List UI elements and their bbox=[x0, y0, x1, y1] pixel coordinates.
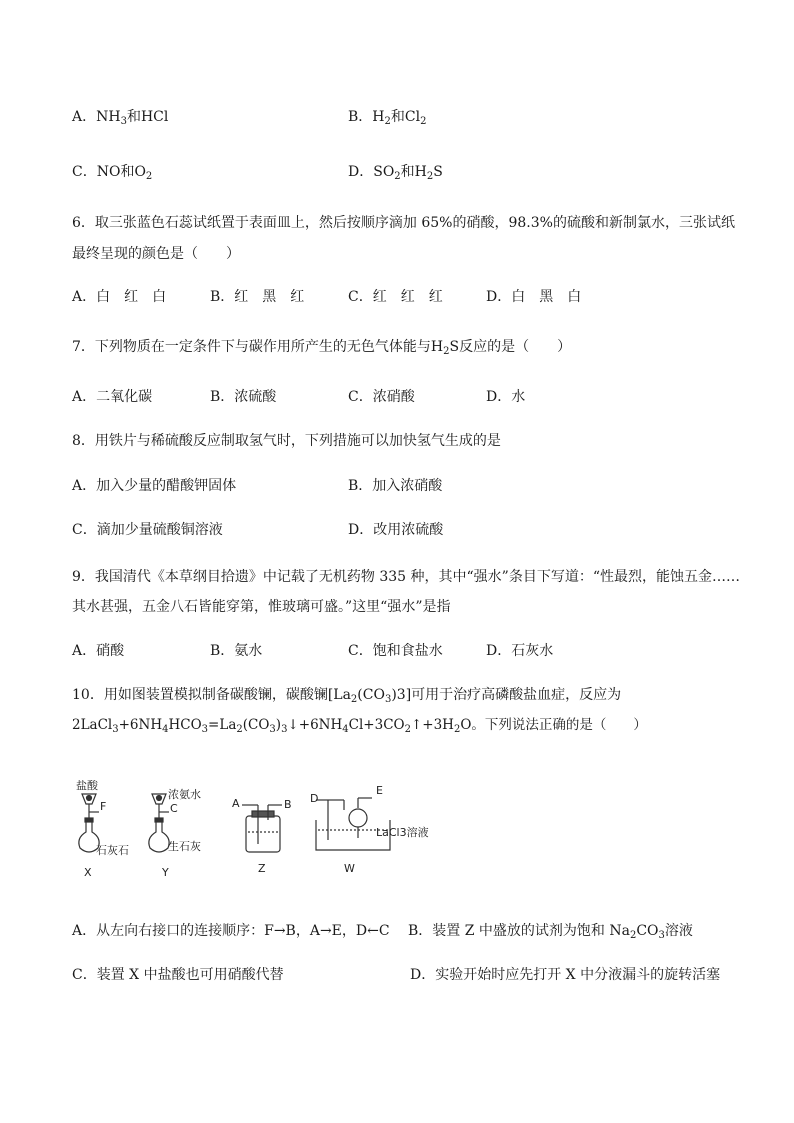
x-name-label: X bbox=[84, 866, 92, 879]
q9-stem-line1: 9．我国清代《本草纲目拾遗》中记载了无机药物 335 种，其中“强水”条目下写道：“性最烈，能蚀五金…… bbox=[72, 569, 740, 585]
w-name-label: W bbox=[344, 862, 355, 875]
apparatus-w bbox=[316, 798, 390, 850]
w-solution-label: LaCl3溶液 bbox=[376, 826, 429, 839]
q10-option-a: A．从左向右接口的连接顺序：F→B，A→E，D←C bbox=[72, 923, 390, 939]
w-d-label: D bbox=[310, 792, 319, 805]
y-port-label: C bbox=[170, 802, 178, 815]
q10-option-d: D．实验开始时应先打开 X 中分液漏斗的旋转活塞 bbox=[410, 967, 721, 983]
q8-stem: 8．用铁片与稀硫酸反应制取氢气时，下列措施可以加快氢气生成的是 bbox=[72, 433, 501, 449]
apparatus-y bbox=[149, 794, 169, 852]
x-port-label: F bbox=[100, 800, 107, 813]
q7-option-c: C．浓硝酸 bbox=[348, 389, 415, 405]
q7-option-d: D．水 bbox=[486, 389, 526, 405]
x-bottom-label: 石灰石 bbox=[96, 844, 129, 857]
q9-option-a: A．硝酸 bbox=[72, 643, 125, 659]
apparatus-diagram bbox=[72, 780, 452, 880]
q6-option-d: D．白 黑 白 bbox=[486, 289, 582, 305]
q10-stem-line1: 10．用如图装置模拟制备碳酸镧，碳酸镧$[La_2(CO_3)3]$可用于治疗高磷酸盐血症，反应为 bbox=[72, 687, 622, 705]
q6-option-b: B．红 黑 红 bbox=[210, 289, 305, 305]
q6-option-a: A．白 红 白 bbox=[72, 289, 167, 305]
y-bottom-label: 生石灰 bbox=[168, 840, 201, 853]
q8-option-d: D．改用浓硫酸 bbox=[348, 522, 444, 538]
q10-option-c: C．装置 X 中盐酸也可用硝酸代替 bbox=[72, 967, 284, 983]
q7-option-b: B．浓硫酸 bbox=[210, 389, 277, 405]
q6-stem-line2: 最终呈现的颜色是（ ） bbox=[72, 246, 240, 262]
q6-option-c: C．红 红 红 bbox=[348, 289, 443, 305]
apparatus-figure bbox=[72, 780, 452, 880]
z-b-label: B bbox=[284, 798, 292, 811]
q5-option-d: D．$SO_2$和$H_2S$ bbox=[348, 164, 443, 182]
z-a-label: A bbox=[232, 797, 240, 810]
q9-option-d: D．石灰水 bbox=[486, 643, 554, 659]
q8-option-a: A．加入少量的醋酸钾固体 bbox=[72, 478, 237, 494]
x-top-label: 盐酸 bbox=[76, 780, 98, 792]
z-name-label: Z bbox=[258, 862, 266, 875]
q8-option-b: B．加入浓硝酸 bbox=[348, 478, 443, 494]
q9-stem-line2: 其水甚强，五金八石皆能穿第，惟玻璃可盛。”这里“强水”是指 bbox=[72, 599, 451, 615]
q6-stem-line1: 6．取三张蓝色石蕊试纸置于表面皿上，然后按顺序滴加 65%的硝酸，98.3%的硫酸和新制氯水，三张试纸 bbox=[72, 215, 735, 231]
q5-option-b: B．$H_2$和$Cl_2$ bbox=[348, 109, 427, 127]
q10-option-b: B．装置 Z 中盛放的试剂为饱和 $Na_2CO_3$溶液 bbox=[408, 923, 693, 941]
q8-option-c: C．滴加少量硫酸铜溶液 bbox=[72, 522, 223, 538]
w-e-label: E bbox=[376, 784, 383, 797]
q9-option-b: B．氨水 bbox=[210, 643, 263, 659]
q7-stem: 7．下列物质在一定条件下与碳作用所产生的无色气体能与$H_2S$反应的是（ ） bbox=[72, 339, 572, 357]
y-top-label: 浓氨水 bbox=[168, 788, 201, 801]
q7-option-a: A．二氧化碳 bbox=[72, 389, 153, 405]
y-name-label: Y bbox=[162, 866, 169, 879]
q5-option-a: A．$NH_3$和HCl bbox=[72, 109, 169, 127]
q5-option-c: C．NO和$O_2$ bbox=[72, 164, 153, 182]
apparatus-z bbox=[242, 805, 282, 852]
q9-option-c: C．饱和食盐水 bbox=[348, 643, 443, 659]
q10-equation: $2LaCl_3+6NH_4HCO_3=La_2(CO_3)_3↓+6NH_4Cl+3CO_2↑+3H_2O$。下列说法正确的是（ ） bbox=[72, 717, 647, 735]
